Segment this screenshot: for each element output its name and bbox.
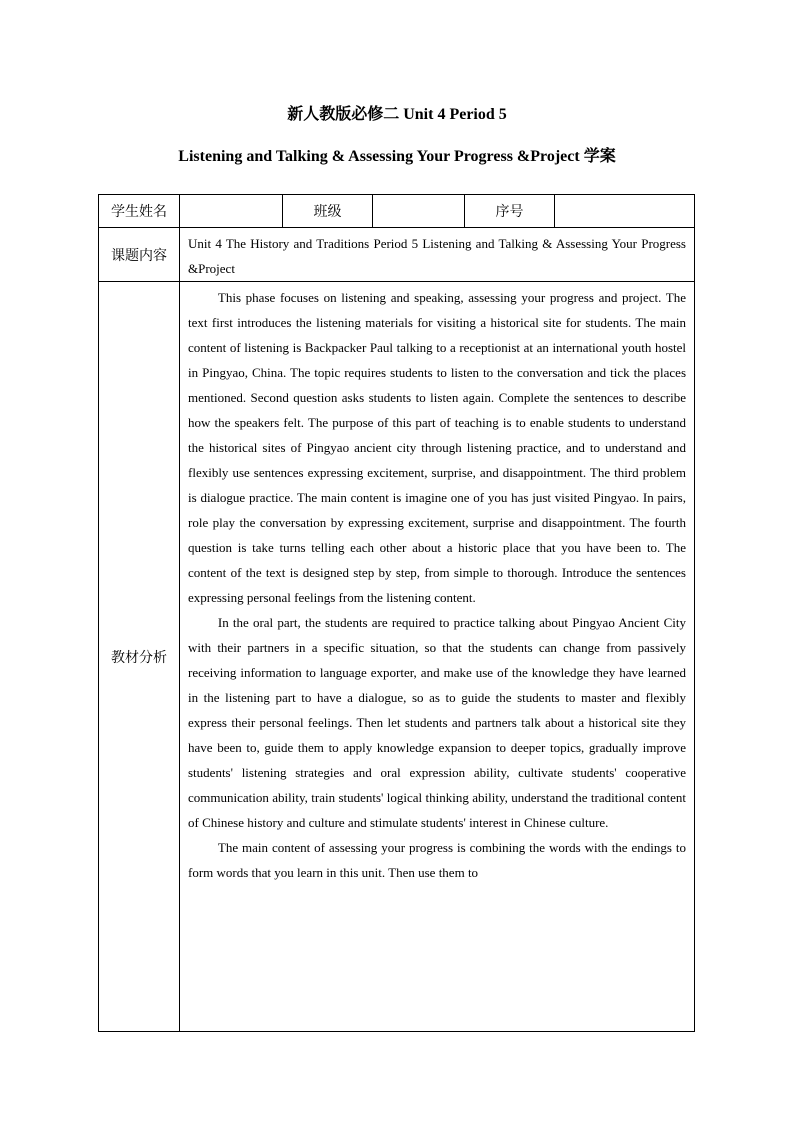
class-label: 班级 <box>283 195 373 228</box>
analysis-paragraph: This phase focuses on listening and speaking, assessing your progress and project. The text first introduces the listening materials for visiting a historical site for students. The main content of listening is Backpacker Paul talking to a receptionist at an international youth hostel in Pingyao, China. The topic requires students to listen to the conversation and tick the places mentioned. Second question asks students to listen again. Complete the sentences to describe how the speakers felt. The purpose of this part of teaching is to enable students to understand the historical sites of Pingyao ancient city through listening practice, and to understand and flexibly use sentences expressing excitement, surprise, and disappointment. The third problem is dialogue practice. The main content is imagine one of you has just visited Pingyao. In pairs, role play the conversation by expressing excitement, surprise and disappointment. The fourth question is take turns telling each other about a historic place that you have been to. The content of the text is designed step by step, from simple to thorough. Introduce the sentences expressing personal feelings from the listening content. <box>188 290 686 605</box>
analysis-paragraph: The main content of assessing your progress is combining the words with the endings to form words that you learn in this unit. Then use them to <box>188 840 686 880</box>
student-name-label: 学生姓名 <box>99 195 180 228</box>
class-field[interactable] <box>373 195 465 228</box>
student-name-field[interactable] <box>180 195 283 228</box>
document-subtitle: Listening and Talking & Assessing Your Progress &Project 学案 <box>178 148 616 165</box>
course-content-row <box>99 228 695 282</box>
textbook-analysis-text <box>180 282 694 1031</box>
textbook-analysis-label: 教材分析 <box>99 282 180 1032</box>
seq-field[interactable] <box>555 195 695 228</box>
seq-label: 序号 <box>465 195 555 228</box>
student-info-row <box>99 195 695 228</box>
course-content-label: 课题内容 <box>99 228 180 282</box>
textbook-analysis-cell <box>180 282 695 1032</box>
analysis-paragraph: In the oral part, the students are required to practice talking about Pingyao Ancient City with their partners in a specific situation, so that the students can change from passively receiving information to language exporter, and make use of the knowledge they have learned in the listening part to have a dialogue, so as to guide the students to master and flexibly express their personal feelings. Then let students and partners talk about a historical site they have been to, guide them to apply knowledge expansion to deeper topics, gradually improve students' listening strategies and oral expression ability, cultivate students' cooperative communication ability, train students' logical thinking ability, understand the traditional content of Chinese history and culture and stimulate students' interest in Chinese culture. <box>188 615 686 830</box>
course-content-text: Unit 4 The History and Traditions Period 5 Listening and Talking & Assessing Your Progress &Project <box>180 228 695 282</box>
lesson-plan-table <box>98 194 695 1032</box>
textbook-analysis-row <box>99 282 695 1032</box>
document-title: 新人教版必修二 Unit 4 Period 5 <box>287 106 507 123</box>
